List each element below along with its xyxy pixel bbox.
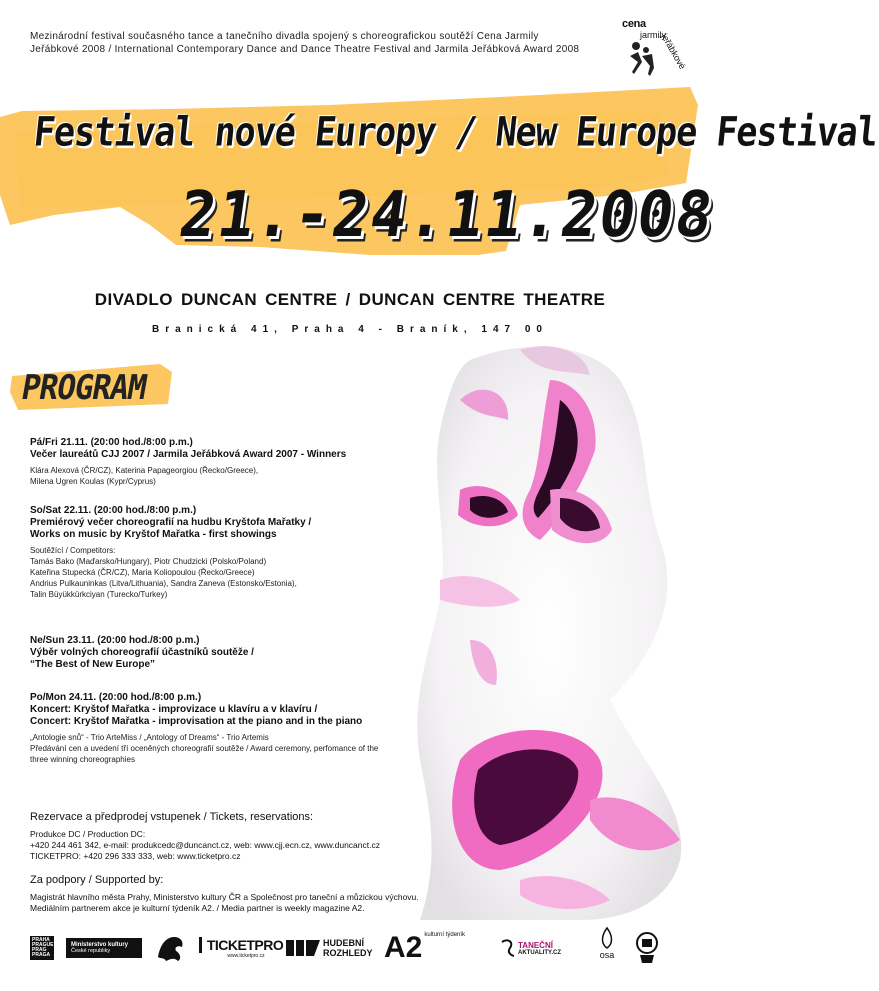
hr-icon — [286, 938, 320, 958]
lion-icon — [154, 933, 186, 963]
swirl-icon — [500, 938, 516, 958]
sponsor-logos — [30, 926, 670, 976]
entry-day: So/Sat 22.11. (20:00 hod./8:00 p.m.) — [30, 505, 197, 516]
dancer-icon — [624, 38, 664, 78]
entry-day: Ne/Sun 23.11. (20:00 hod./8:00 p.m.) — [30, 635, 200, 646]
detail-line: Andrius Pulkauninkas (Litva/Lithuania), Sandra Zaneva (Estonsko/Estonia), — [30, 579, 297, 588]
detail-line: Předávání cen a uvedení tří oceněných choreografií soutěže / Award ceremony, perfomance of the — [30, 744, 379, 753]
program-heading: PROGRAM — [18, 368, 150, 408]
entry-title: Premiérový večer choreografií na hudbu Kryštofa Mařatky / — [30, 517, 312, 528]
detail-line: Tamás Bako (Maďarsko/Hungary), Piotr Chudzicki (Polsko/Poland) — [30, 557, 267, 566]
entry-day: Po/Mon 24.11. (20:00 hod./8:00 p.m.) — [30, 692, 202, 703]
festival-intro: Mezinárodní festival současného tance a tanečního divadla spojený s choreografickou soutěží Cena Jarmily Jeřábkové 2008 / International Contemporary Dance and Dance Theatre Festival and Jarmila Jeřábková Award 2008 — [30, 31, 580, 55]
support-heading: Za podpory / Supported by: — [30, 874, 164, 886]
entry-title-en: “The Best of New Europe” — [30, 659, 156, 670]
entry-title: Koncert: Kryštof Mařatka - improvizace u klavíru a v klavíru / — [30, 704, 318, 715]
venue-name: DIVADLO DUNCAN CENTRE / DUNCAN CENTRE THEATRE — [94, 290, 606, 309]
reservations-line: TICKETPRO: +420 296 333 333, web: www.ticketpro.cz — [30, 851, 241, 861]
a2-logo — [384, 926, 494, 970]
ministry-line-1: Ministerstvo kultury — [71, 942, 129, 948]
praha-text: PRA — [32, 942, 43, 948]
reservations-section — [30, 811, 670, 862]
logo-line-2: jarmily — [640, 30, 666, 40]
praha-text: G — [42, 947, 47, 953]
entry-day: Pá/Fri 21.11. (20:00 hod./8:00 p.m.) — [30, 437, 193, 448]
ministry-culture-logo — [66, 926, 142, 970]
entry-details — [30, 545, 480, 600]
ta-line-1: TANEČNÍ — [518, 940, 553, 950]
program-entry-saturday — [30, 505, 480, 600]
osa-text: osa — [599, 950, 615, 960]
entry-details — [30, 732, 480, 765]
detail-line: Milena Ugren Koulas (Kypr/Cyprus) — [30, 477, 156, 486]
support-line: Magistrát hlavního města Prahy, Ministerstvo kultury ČR a Společnost pro taneční a můzickou výchovu. — [30, 892, 419, 902]
detail-line: Talin Büyükkürkciyan (Turecko/Turkey) — [30, 590, 168, 599]
ticketpro-web: www.ticketpro.cz — [227, 953, 265, 959]
cjj-logo — [622, 18, 688, 78]
reservations-line: +420 244 461 342, e-mail: produkcedc@duncanct.cz, web: www.cjj.ecn.cz, www.duncanct.cz — [30, 840, 380, 850]
tanecni-aktuality-logo — [500, 926, 580, 970]
lion-logo — [154, 926, 190, 970]
support-line: Mediálním partnerem akce je kulturní týdeník A2. / Media partner is weekly magazine A2. — [30, 903, 365, 913]
praha-logo — [30, 926, 54, 970]
detail-line: Klára Alexová (ČR/CZ), Katerina Papageorgiou (Řecko/Greece), — [30, 466, 259, 475]
program-entry-sunday — [30, 635, 480, 671]
praha-text: HA — [42, 937, 50, 943]
osa-logo — [592, 926, 622, 970]
hudebni-rozhledy-logo — [286, 926, 376, 970]
detail-line: Kateřina Stupecká (ČR/CZ), Maria Koliopoulou (Řecko/Greece) — [30, 568, 255, 577]
entry-details — [30, 465, 480, 487]
osa-icon — [597, 926, 617, 950]
society-logo — [634, 926, 664, 970]
detail-line: „Antologie snů“ - Trio ArteMiss / „Antology of Dreams“ - Trio Artemis — [30, 733, 269, 742]
praha-text: PRA — [32, 952, 43, 958]
logo-line-3: jeřábkové — [659, 32, 688, 71]
entry-title: Večer laureátů CJJ 2007 / Jarmila Jeřábková Award 2007 - Winners — [30, 449, 347, 460]
ticketpro-logo — [204, 926, 284, 970]
entry-title-en: Works on music by Kryštof Mařatka - first showings — [30, 529, 277, 540]
a2-text: A2 — [384, 931, 423, 964]
entry-title: Výběr volných choreografií účastníků soutěže / — [30, 647, 254, 658]
praha-text: PRA — [32, 937, 43, 943]
program-entry-friday — [30, 437, 480, 487]
crest-icon — [634, 931, 660, 965]
ticketpro-name: TICKETPRO — [199, 937, 283, 953]
logo-line-1: cena — [622, 18, 646, 30]
detail-line: Soutěžící / Competitors: — [30, 546, 116, 555]
support-section — [30, 874, 670, 914]
praha-text: PRA — [32, 947, 43, 953]
ministry-line-2: České republiky — [71, 948, 111, 954]
entry-title-en: Concert: Kryštof Mařatka - improvisation at the piano and in the piano — [30, 716, 363, 727]
a2-subtitle: kulturní týdeník — [424, 932, 466, 938]
ta-line-2: AKTUALITY.CZ — [518, 949, 561, 956]
praha-text: GUE — [42, 942, 54, 948]
hr-line-1: HUDEBNÍ — [323, 938, 365, 948]
venue-address: Branická 41, Praha 4 - Braník, 147 00 — [152, 324, 548, 335]
detail-line: three winning choreographies — [30, 755, 135, 764]
praha-text: GA — [42, 952, 51, 958]
reservations-line: Produkce DC / Production DC: — [30, 829, 146, 839]
program-entry-monday — [30, 692, 480, 765]
festival-title: Festival nové Europy / New Europe Festival — [31, 110, 879, 156]
reservations-heading: Rezervace a předprodej vstupenek / Tickets, reservations: — [30, 811, 314, 823]
festival-dates: 21.-24.11.2008 — [174, 178, 719, 252]
hr-line-2: ROZHLEDY — [323, 948, 373, 958]
